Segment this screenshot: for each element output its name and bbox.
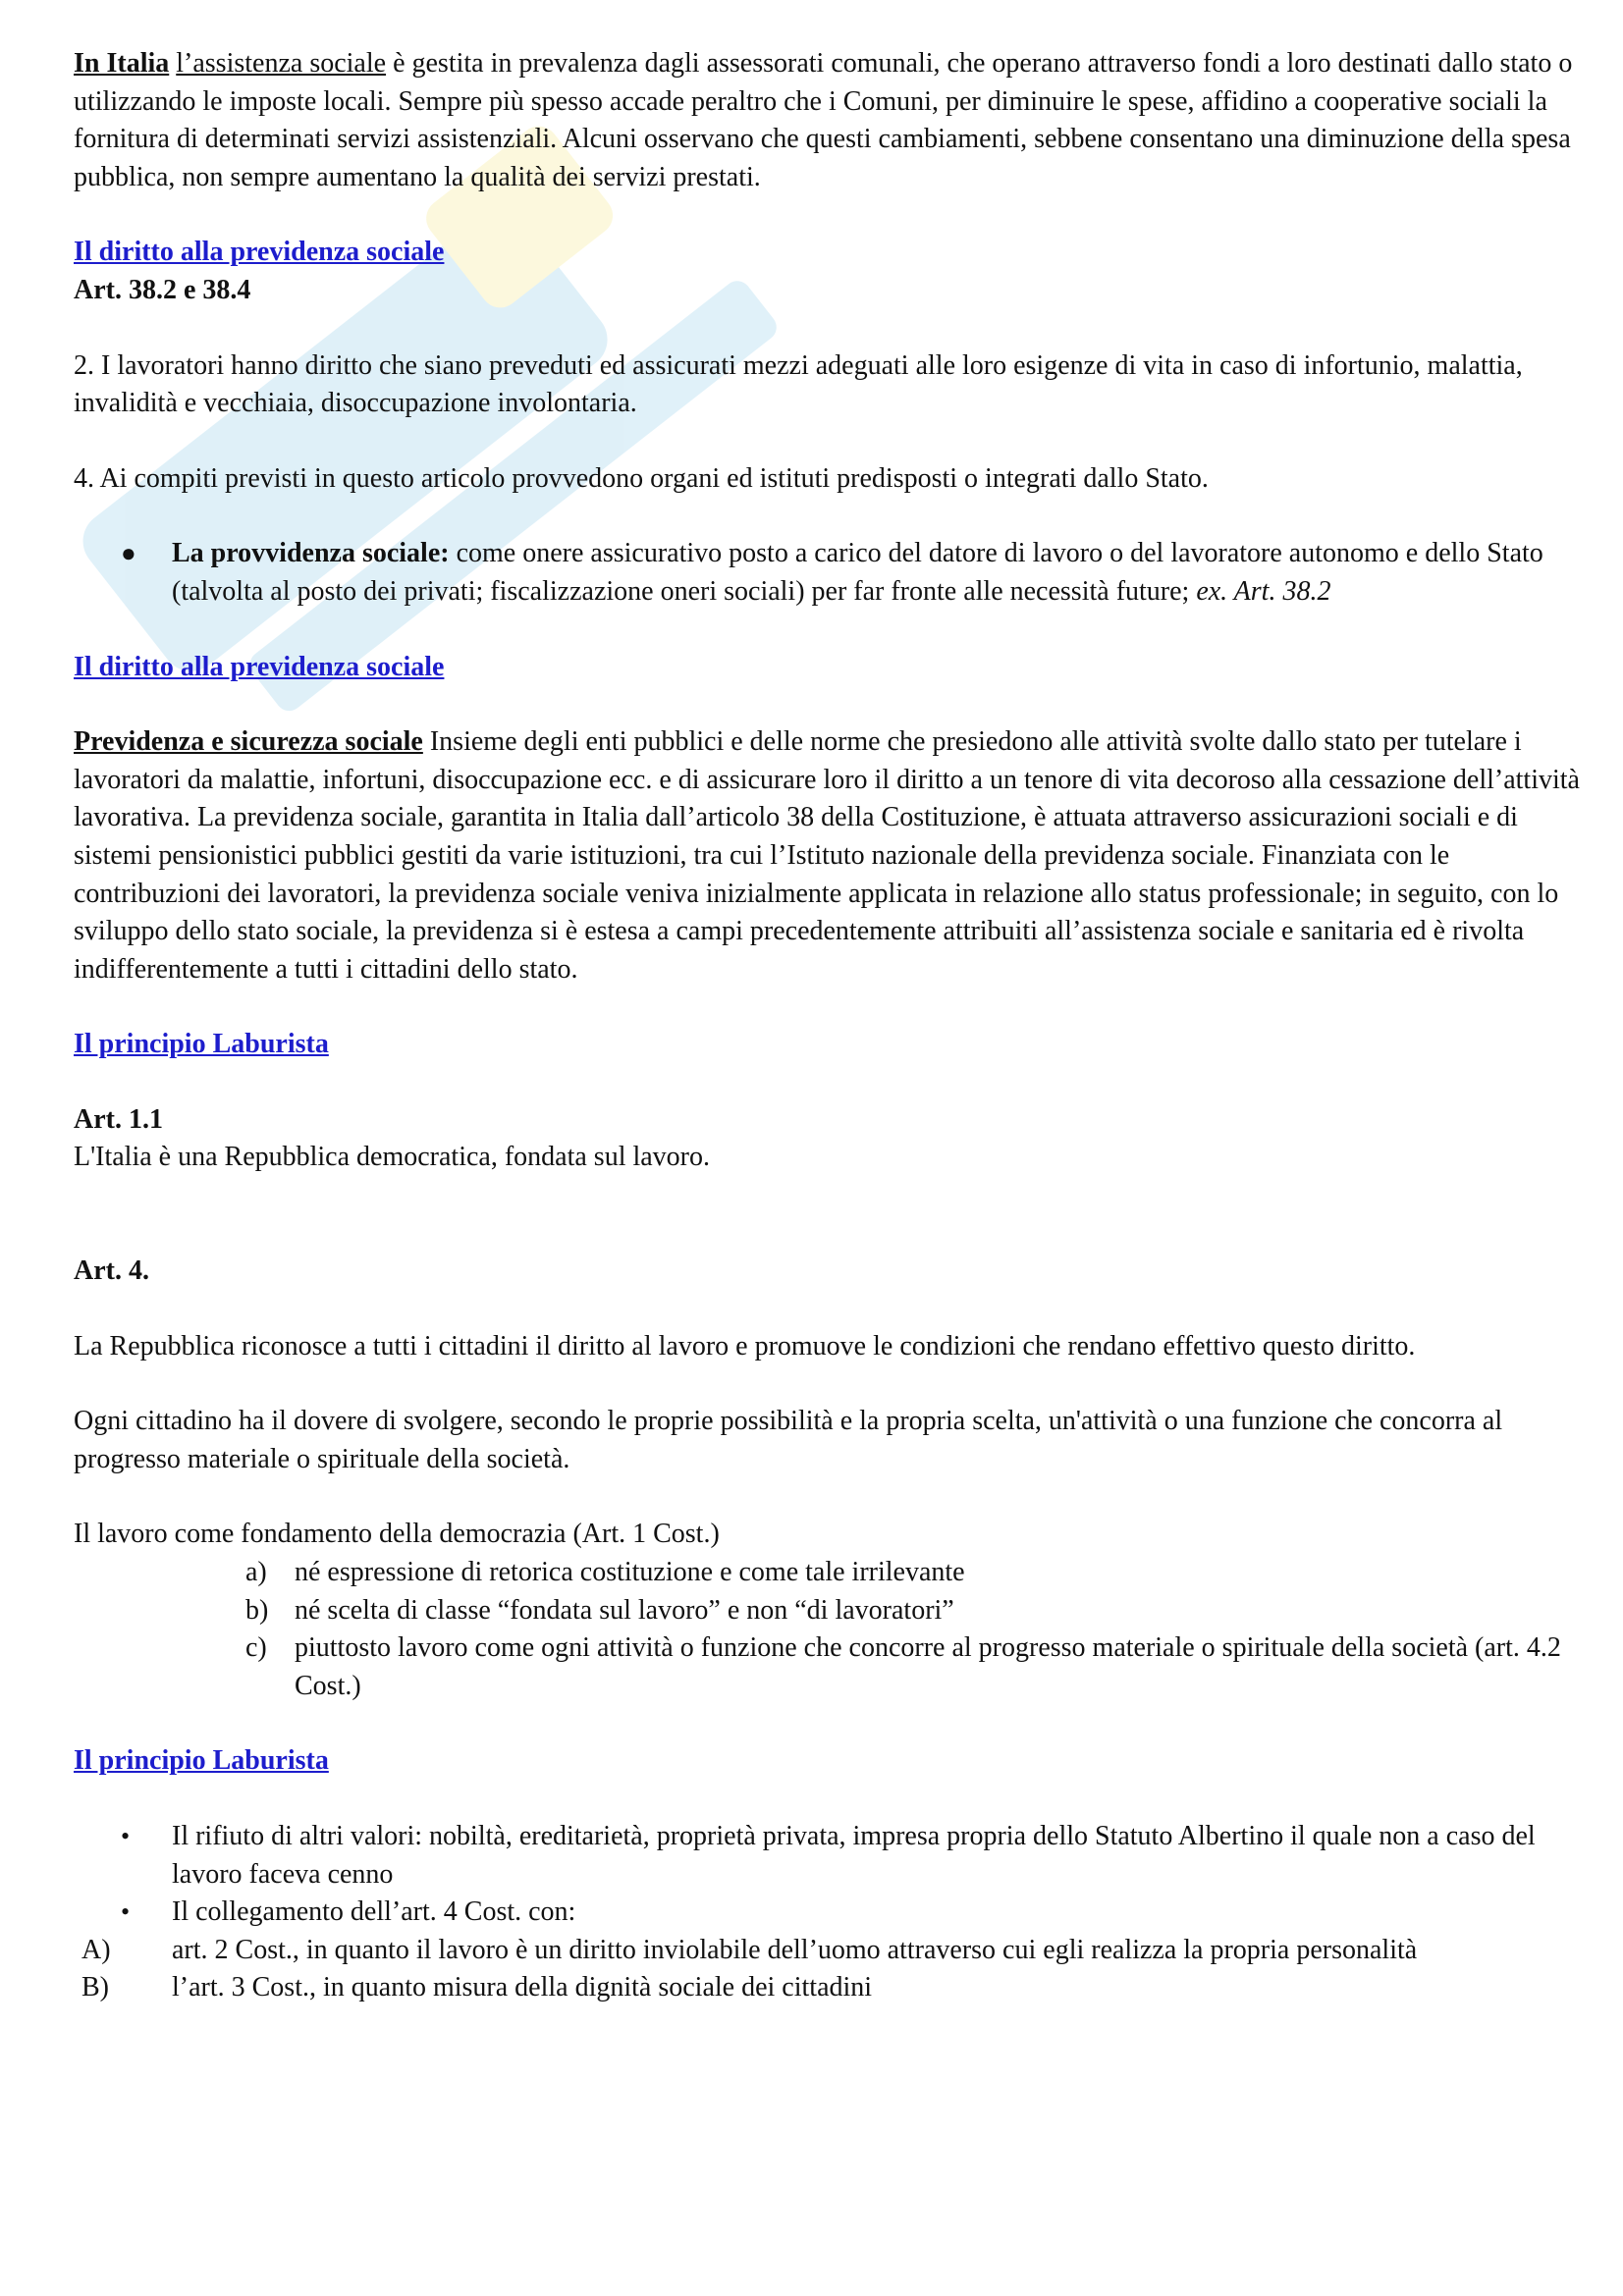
list-item	[74, 1969, 1586, 2007]
link-diritto-previdenza-sociale[interactable]: Il diritto alla previdenza sociale	[74, 237, 445, 268]
link-diritto-previdenza-sociale-2[interactable]: Il diritto alla previdenza sociale	[74, 651, 445, 682]
art-38-comma-4: 4. Ai compiti previsti in questo articolo provvedono organi ed istituti predisposti o integrati dallo Stato.	[74, 462, 1209, 494]
art-1-1-text: L'Italia è una Repubblica democratica, fondata sul lavoro.	[74, 1142, 711, 1173]
list-item	[74, 1629, 1586, 1705]
provvidenza-sociale-text: come onere assicurativo posto a carico del datore di lavoro o del lavoratore autonomo e dello Stato (talvolta al posto dei privati; fiscalizzazione oneri sociali) per far fronte alle necessità future;	[172, 538, 1543, 607]
previdenza-sicurezza-term: Previdenza e sicurezza sociale	[74, 726, 423, 758]
link-principio-laburista[interactable]: Il principio Laburista	[74, 1029, 329, 1060]
list-item-text: l’art. 3 Cost., in quanto misura della dignità sociale dei cittadini	[172, 1972, 873, 2003]
bullet-icon: ●	[121, 539, 136, 568]
provvidenza-sociale-label: La provvidenza sociale:	[172, 538, 450, 569]
art-4-comma-2: Ogni cittadino ha il dovere di svolgere, secondo le proprie possibilità e la propria scelta, un'attività o una funzione che concorra al progresso materiale o spirituale della società.	[74, 1406, 1503, 1474]
lavoro-fondamento-list	[74, 1554, 1586, 1705]
heading-art-38: Art. 38.2 e 38.4	[74, 274, 251, 305]
list-item	[74, 1818, 1586, 1894]
bullet-icon: •	[121, 1822, 131, 1850]
list-marker: A)	[81, 1934, 111, 1965]
list-item	[74, 1932, 1586, 1970]
list-marker: b)	[245, 1594, 269, 1626]
art-38-comma-2: 2. I lavoratori hanno diritto che siano preveduti ed assicurati mezzi adeguati alle loro esigenze di vita in caso di infortunio, malattia, invalidità e vecchiaia, disoccupazione involontaria.	[74, 349, 1523, 419]
lavoro-fondamento-intro: Il lavoro come fondamento della democrazia (Art. 1 Cost.)	[74, 1519, 720, 1550]
link-principio-laburista-2[interactable]: Il principio Laburista	[74, 1745, 329, 1777]
list-item-text: piuttosto lavoro come ogni attività o funzione che concorre al progresso materiale o spirituale della società (art. 4.2 Cost.)	[295, 1632, 1561, 1701]
list-item-text: né scelta di classe “fondata sul lavoro” e non “di lavoratori”	[295, 1594, 954, 1626]
previdenza-sicurezza-text: Insieme degli enti pubblici e delle norme che presiedono alle attività svolte dallo stato per tutelare i lavoratori da malattie, infortuni, disoccupazione ecc. e di assicurare loro il diritto a un tenore di vita decoroso alla cessazione dell’attività lavorativa. La previdenza sociale, garantita in Italia dall’articolo 38 della Costituzione, è attuata attraverso assicurazioni sociali e di sistemi pensionistici pubblici gestiti da varie istituzioni, tra cui l’Istituto nazionale della previdenza sociale. Finanziata con le contribuzioni dei lavoratori, la previdenza sociale veniva inizialmente applicata in relazione allo status professionale; in seguito, con lo sviluppo dello stato sociale, la previdenza si è estesa a campi precedentemente attribuiti all’assistenza sociale e sanitaria ed è rivolta indifferentemente a tutti i cittadini dello stato.	[74, 726, 1580, 985]
assistenza-sociale-term: l’assistenza sociale	[176, 48, 387, 79]
paragraph-previdenza-sicurezza	[74, 723, 1586, 988]
list-item-text: Il rifiuto di altri valori: nobiltà, ereditarietà, proprietà privata, impresa propria dello Statuto Albertino il quale non a caso del lavoro faceva cenno	[172, 1821, 1536, 1890]
in-italia-label: In Italia	[74, 48, 170, 79]
list-item-provvidenza-sociale	[74, 535, 1586, 611]
list-item	[74, 1554, 1586, 1592]
heading-art-1-1: Art. 1.1	[74, 1103, 163, 1135]
art-4-comma-1: La Repubblica riconosce a tutti i cittadini il diritto al lavoro e promuove le condizioni che rendano effettivo questo diritto.	[74, 1330, 1416, 1362]
list-item-text: Il collegamento dell’art. 4 Cost. con:	[172, 1896, 576, 1928]
list-marker: B)	[81, 1972, 109, 2003]
paragraph-assistenza-sociale	[74, 45, 1586, 196]
list-item	[74, 1894, 1586, 1932]
document-body	[74, 45, 1586, 2007]
assistenza-sociale-text: è gestita in prevalenza dagli assessorati comunali, che operano attraverso fondi a loro destinati dallo stato o utilizzando le imposte locali. Sempre più spesso accade peraltro che i Comuni, per diminuire le spese, affidino a cooperative sociali la fornitura di determinati servizi assistenziali. Alcuni osservano che questi cambiamenti, sebbene consentano una diminuzione della spesa pubblica, non sempre aumentano la qualità dei servizi prestati.	[74, 48, 1573, 192]
list-item-text: né espressione di retorica costituzione e come tale irrilevante	[295, 1557, 965, 1588]
bullet-icon: •	[121, 1897, 131, 1927]
provvidenza-sociale-ref: ex. Art. 38.2	[1196, 575, 1331, 607]
list-marker: a)	[245, 1557, 267, 1588]
list-item	[74, 1592, 1586, 1630]
heading-art-4: Art. 4.	[74, 1255, 149, 1287]
list-item-text: art. 2 Cost., in quanto il lavoro è un diritto inviolabile dell’uomo attraverso cui egli realizza la propria personalità	[172, 1934, 1418, 1965]
list-marker: c)	[245, 1632, 267, 1664]
